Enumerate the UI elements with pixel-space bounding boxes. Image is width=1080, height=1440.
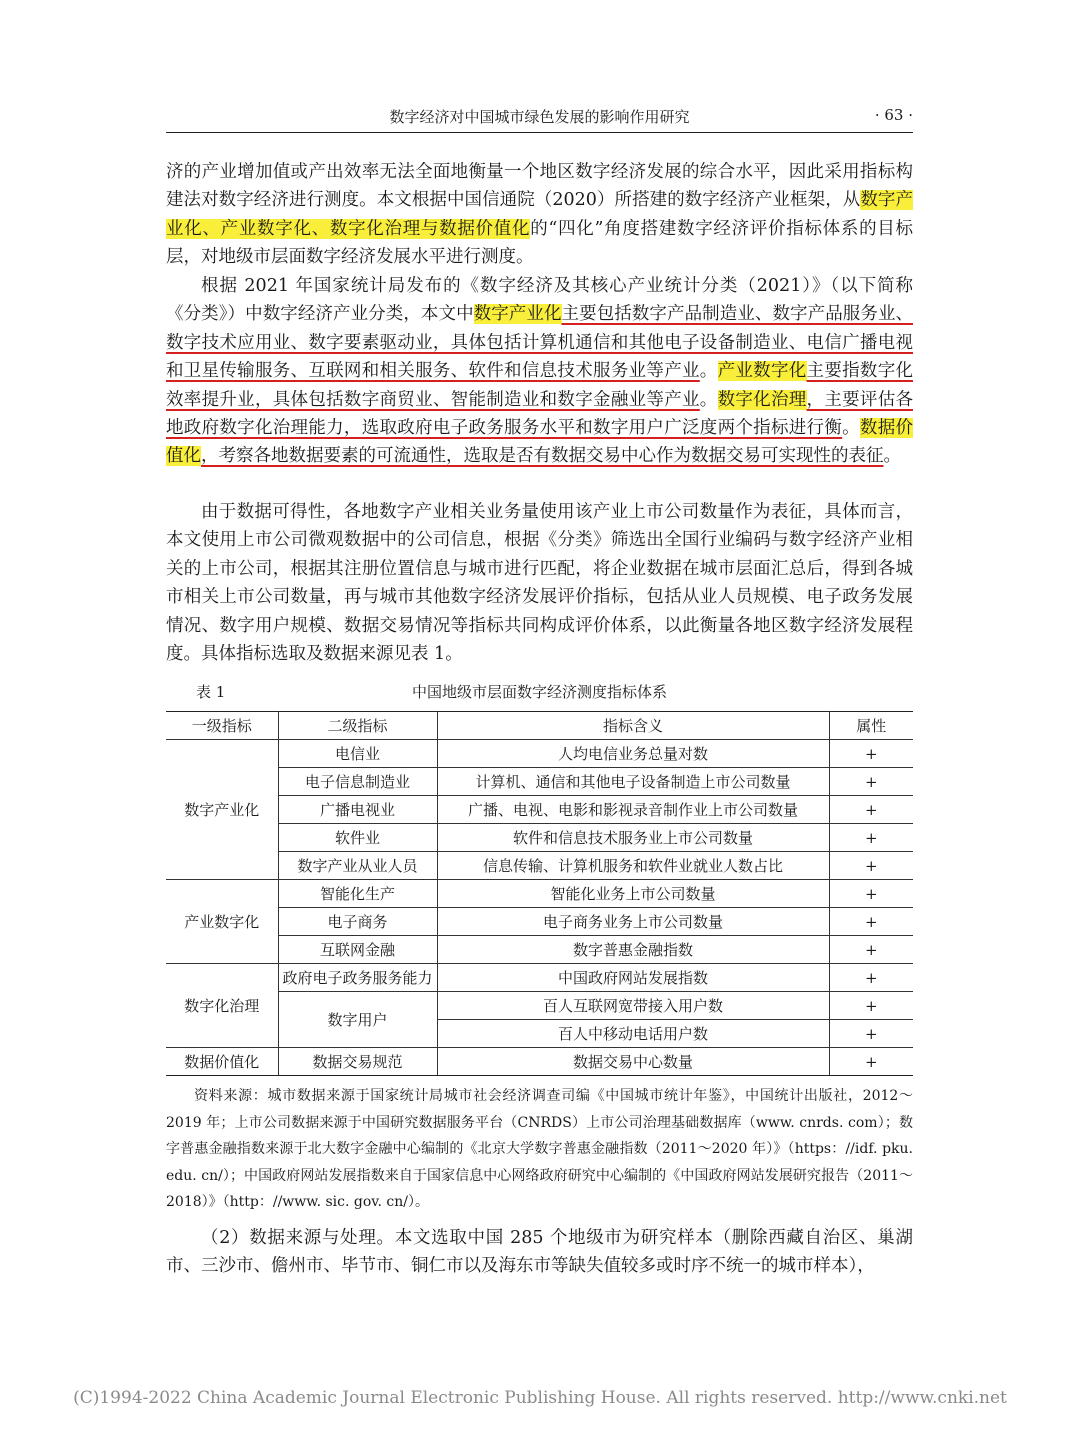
table-row [166, 936, 913, 964]
header-attribute: 属性 [829, 712, 913, 740]
meaning-cell: 人均电信业务总量对数 [437, 740, 829, 768]
highlighted-text: 数据价值化 [166, 418, 914, 467]
page-number: · 63 · [874, 106, 913, 124]
meaning-cell: 电子商务业务上市公司数量 [437, 908, 829, 936]
table-row [166, 880, 913, 908]
meaning-cell: 计算机、通信和其他电子设备制造上市公司数量 [437, 768, 829, 796]
level2-cell: 电子信息制造业 [278, 768, 437, 796]
level2-cell: 数字用户 [278, 992, 437, 1048]
paragraph-text: 。 [842, 418, 860, 439]
underlined-text: ，考察各地数据要素的可流通性，选取是否有数据交易中心作为数据交易可实现性的表征 [201, 446, 884, 467]
header-meaning: 指标含义 [437, 712, 829, 740]
table-row [166, 824, 913, 852]
highlighted-text: 数字产业化 [473, 304, 562, 325]
meaning-cell: 百人中移动电话用户数 [437, 1020, 829, 1048]
table-source-notes: 资料来源：城市数据来源于国家统计局城市社会经济调查司编《中国城市统计年鉴》，中国统计出版社，2012～2019 年；上市公司数据来源于中国研究数据服务平台（CNRDS）上市公司治理基础数据库（www. cnrds. com）；数字普惠金融指数来源于北大数字金融中心编制的《北京大学数字普惠金融指数（2011～2020 年）》（https：//idf. pku. edu. cn/）；中国政府网站发展指数来自于国家信息中心网络政府研究中心编制的《中国政府网站发展研究报告（2011～2018）》（http：//www. sic. gov. cn/）。 [166, 1088, 913, 1210]
attribute-cell: + [829, 1048, 913, 1076]
paragraph-1 [166, 158, 913, 272]
table-row [166, 852, 913, 880]
journal-article-title: 数字经济对中国城市绿色发展的影响作用研究 [389, 108, 690, 126]
level1-cell: 数据价值化 [166, 1048, 278, 1076]
table-label: 表 1 [196, 683, 226, 701]
attribute-cell: + [829, 1020, 913, 1048]
level2-cell: 软件业 [278, 824, 437, 852]
underlined-text: 主要包括数字产品制造业、数字产品服务业、数字技术应用业、数字要素驱动业，具体包括计算机通信和其他电子设备制造业、电信广播电视和卫星传输服务、互联网和相关服务、软件和信息技术服务业等产业 [166, 304, 914, 382]
paragraph-text: 的“四化”角度搭建数字经济评价指标体系的目标层，对地级市层面数字经济发展水平进行测度。 [166, 218, 913, 268]
underlined-text: 主要指数字化效率提升业，具体包括数字商贸业、智能制造业和数字金融业等产业 [166, 361, 914, 410]
attribute-cell: + [829, 936, 913, 964]
level2-cell: 广播电视业 [278, 796, 437, 824]
attribute-cell: + [829, 740, 913, 768]
header-level1: 一级指标 [166, 712, 278, 740]
table-row [166, 908, 913, 936]
level2-cell: 数据交易规范 [278, 1048, 437, 1076]
paragraph-4: （2）数据来源与处理。本文选取中国 285 个地级市为研究样本（删除西藏自治区、巢湖市、三沙市、儋州市、毕节市、铜仁市以及海东市等缺失值较多或时序不统一的城市样本）， [166, 1228, 913, 1277]
underlined-text: ，主要评估各地政府数字化治理能力，选取政府电子政务服务水平和数字用户广泛度两个指标进行衡 [166, 389, 914, 439]
meaning-cell: 软件和信息技术服务业上市公司数量 [437, 824, 829, 852]
attribute-cell: + [829, 796, 913, 824]
level2-cell: 数字产业从业人员 [278, 852, 437, 880]
table-row [166, 796, 913, 824]
table-row [166, 1048, 913, 1076]
paragraph-text: 济的产业增加值或产出效率无法全面地衡量一个地区数字经济发展的综合水平，因此采用指标构建法对数字经济进行测度。本文根据中国信通院（2020）所搭建的数字经济产业框架，从 [166, 162, 913, 211]
running-header [166, 102, 913, 133]
meaning-cell: 数据交易中心数量 [437, 1048, 829, 1076]
paragraph-text: 。 [883, 446, 901, 467]
table-row [166, 768, 913, 796]
attribute-cell: + [829, 768, 913, 796]
table-row [166, 992, 913, 1020]
meaning-cell: 智能化业务上市公司数量 [437, 880, 829, 908]
level1-cell: 数字产业化 [166, 740, 278, 880]
attribute-cell: + [829, 852, 913, 880]
paragraph-text: 。 [699, 361, 718, 382]
table-row [166, 964, 913, 992]
attribute-cell: + [829, 964, 913, 992]
table-header-row [166, 712, 913, 740]
level2-cell: 互联网金融 [278, 936, 437, 964]
paragraph-text: 。 [699, 389, 718, 410]
attribute-cell: + [829, 880, 913, 908]
highlighted-text: 数字化治理 [717, 389, 807, 410]
paragraph-text: 根据 2021 年国家统计局发布的《数字经济及其核心产业统计分类（2021）》（以下简称《分类》）中数字经济产业分类，本文中 [166, 276, 913, 325]
level2-cell: 政府电子政务服务能力 [278, 964, 437, 992]
table-caption [166, 681, 913, 703]
meaning-cell: 数字普惠金融指数 [437, 936, 829, 964]
highlighted-text: 产业数字化 [717, 361, 807, 382]
meaning-cell: 中国政府网站发展指数 [437, 964, 829, 992]
table-title: 中国地级市层面数字经济测度指标体系 [411, 683, 667, 701]
paragraph-3: 由于数据可得性，各地数字产业相关业务量使用该产业上市公司数量作为表征，具体而言，本文使用上市公司微观数据中的公司信息，根据《分类》筛选出全国行业编码与数字经济产业相关的上市公司，根据其注册位置信息与城市进行匹配，将企业数据在城市层面汇总后，得到各城市相关上市公司数量，再与城市其他数字经济发展评价指标，包括从业人员规模、电子政务发展情况、数字用户规模、数据交易情况等指标共同构成评价体系，以此衡量各地区数字经济发展程度。具体指标选取及数据来源见表 1。 [166, 502, 913, 665]
attribute-cell: + [829, 992, 913, 1020]
indicator-table [166, 711, 913, 1076]
meaning-cell: 广播、电视、电影和影视录音制作业上市公司数量 [437, 796, 829, 824]
level2-cell: 电信业 [278, 740, 437, 768]
highlighted-text: 数字产业化、产业数字化、数字化治理与数据价值化 [166, 190, 913, 239]
attribute-cell: + [829, 908, 913, 936]
attribute-cell: + [829, 824, 913, 852]
meaning-cell: 百人互联网宽带接入用户数 [437, 992, 829, 1020]
level2-cell: 电子商务 [278, 908, 437, 936]
meaning-cell: 信息传输、计算机服务和软件业就业人数占比 [437, 852, 829, 880]
level1-cell: 产业数字化 [166, 880, 278, 964]
table-row [166, 740, 913, 768]
paragraph-2 [166, 272, 913, 471]
copyright-footer: (C)1994-2022 China Academic Journal Electronic Publishing House. All rights reserved. http://www.cnki.net [73, 1388, 1007, 1408]
level1-cell: 数字化治理 [166, 964, 278, 1048]
level2-cell: 智能化生产 [278, 880, 437, 908]
header-level2: 二级指标 [278, 712, 437, 740]
